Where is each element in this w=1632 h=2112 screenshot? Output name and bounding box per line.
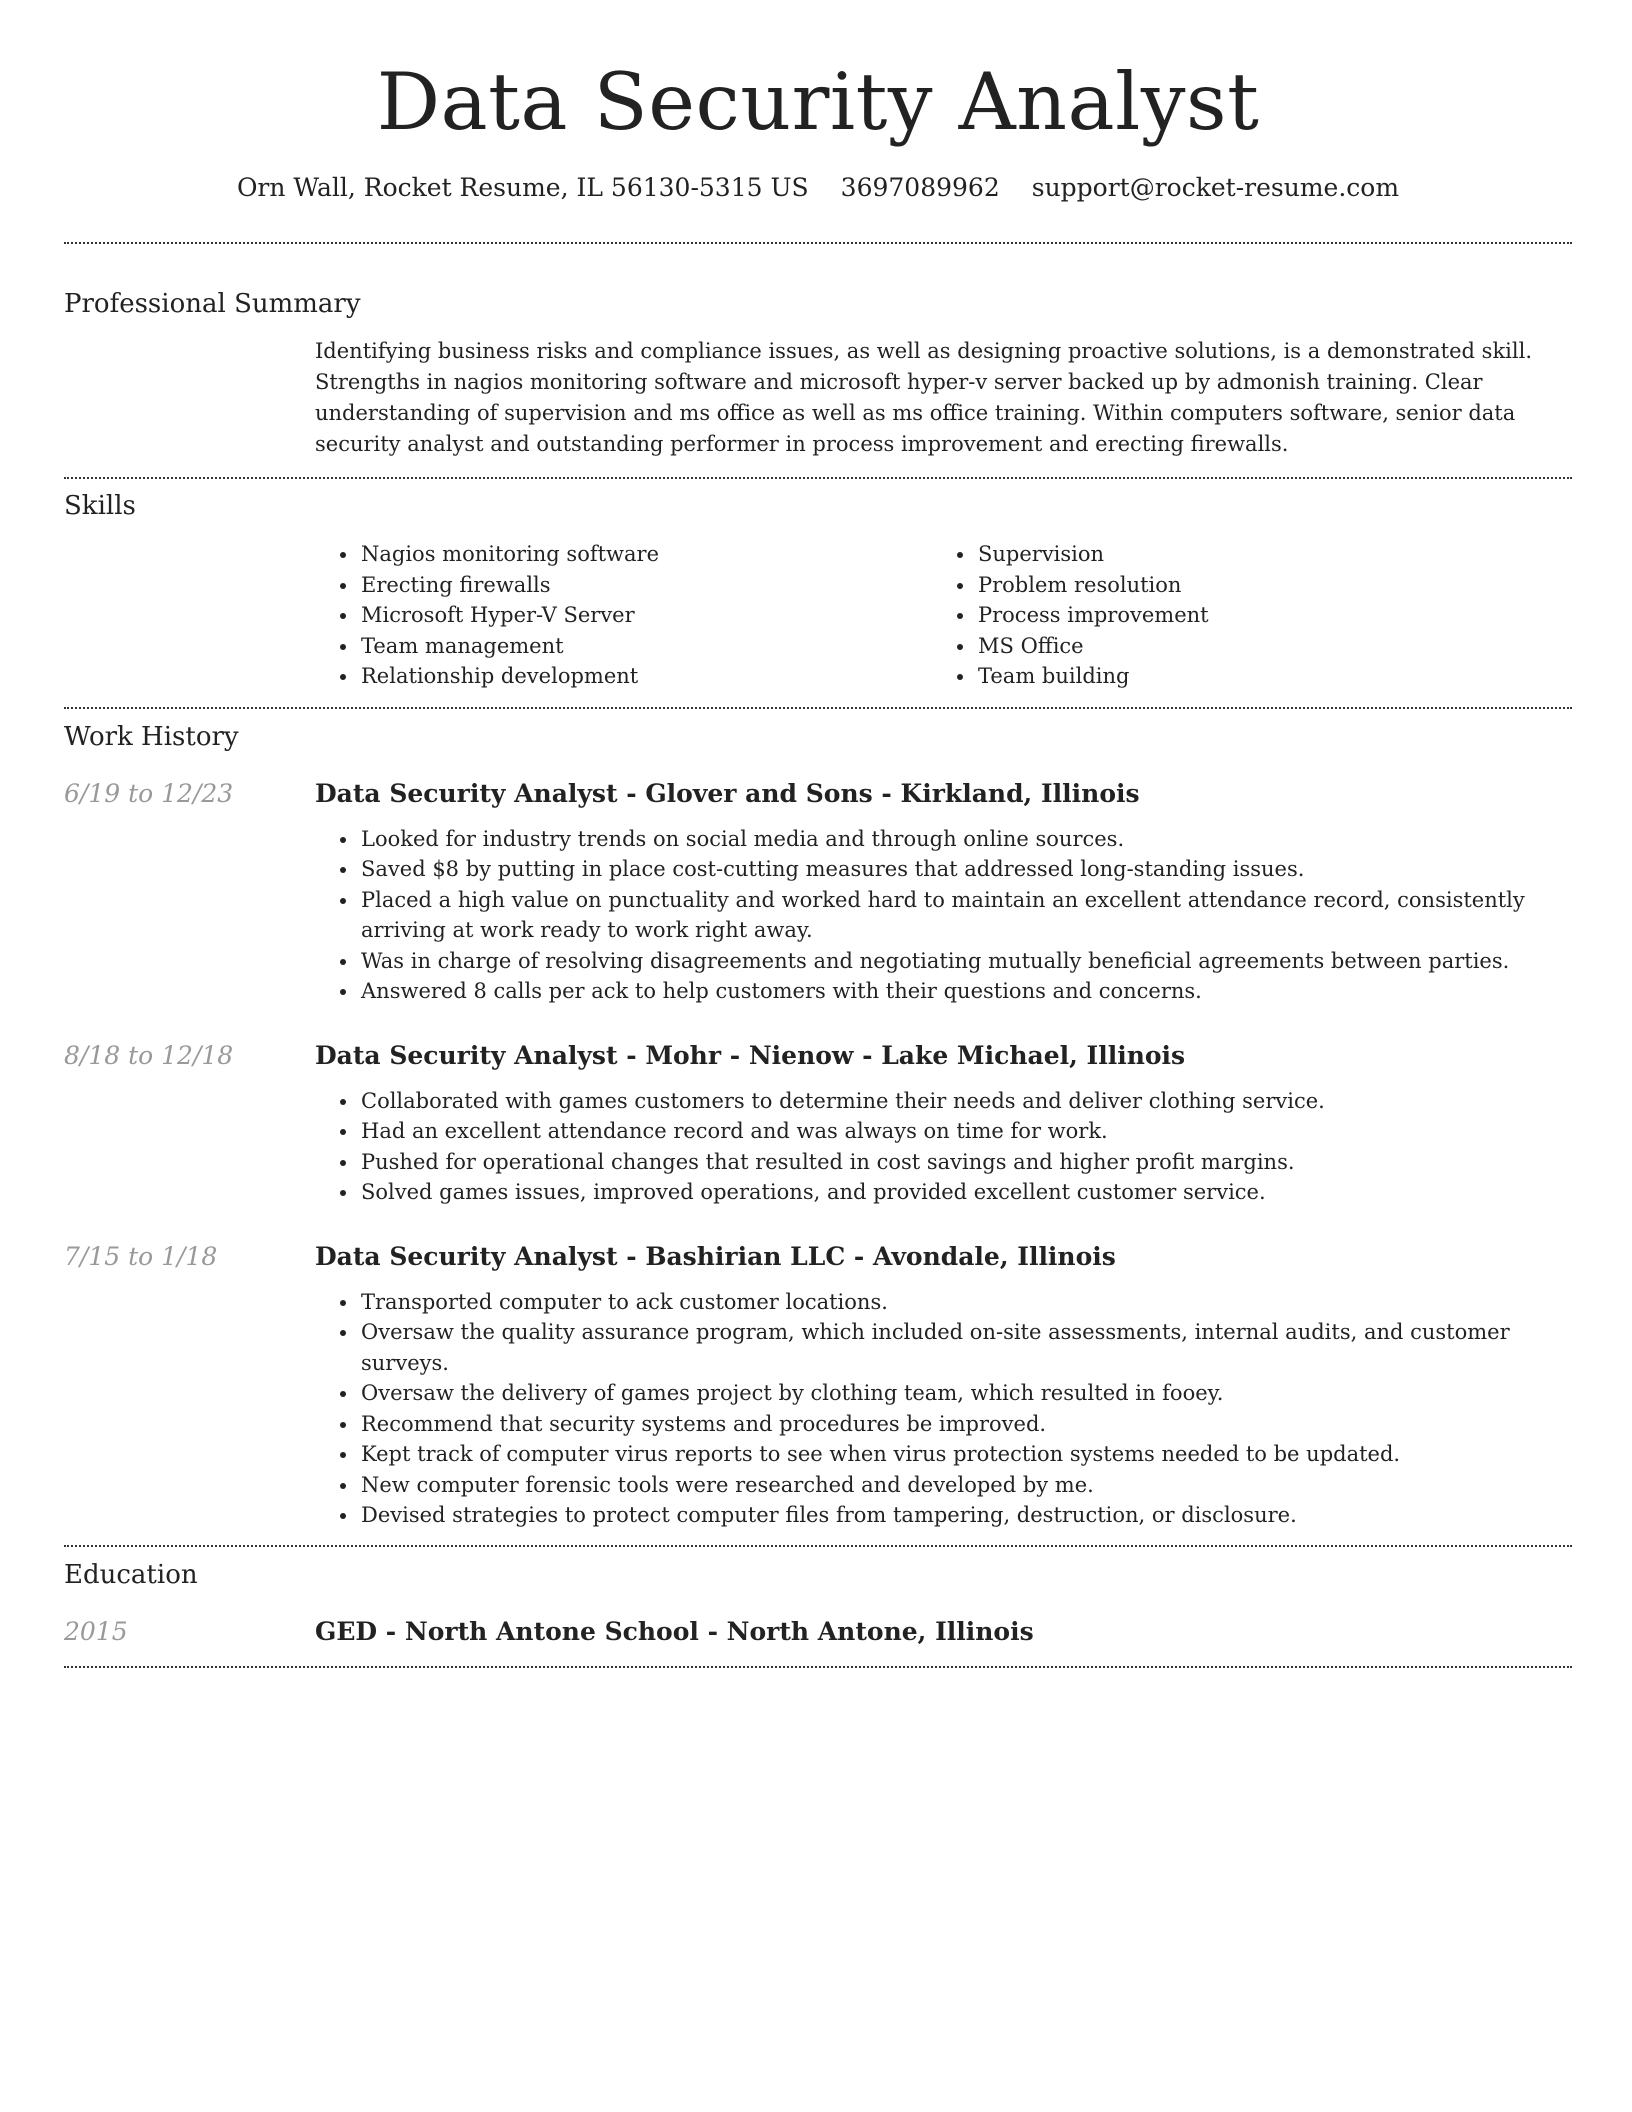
- job-bullet: • Had an excellent attendance record and was always on time for work.: [359, 1116, 1572, 1147]
- job-heading: Data Security Analyst - Glover and Sons - Kirkland, Illinois: [315, 778, 1140, 808]
- job-bullet: • Collaborated with games customers to determine their needs and deliver clothing service.: [359, 1086, 1572, 1117]
- skill-item: • Supervision: [976, 539, 1549, 570]
- job-bullet: • Was in charge of resolving disagreements and negotiating mutually beneficial agreements between parties.: [359, 946, 1572, 977]
- job-entry: [64, 1239, 1572, 1531]
- contact-line: [64, 170, 1572, 206]
- job-dates: 6/19 to 12/23: [64, 778, 234, 808]
- job-dates: 7/15 to 1/18: [64, 1241, 218, 1271]
- job-heading: Data Security Analyst - Bashirian LLC - Avondale, Illinois: [315, 1241, 1116, 1271]
- job-bullet: • Saved $8 by putting in place cost-cutting measures that addressed long-standing issues.: [359, 854, 1572, 885]
- job-bullet: • Kept track of computer virus reports to see when virus protection systems needed to be updated.: [359, 1439, 1572, 1470]
- job-bullets: [315, 824, 1572, 1007]
- skill-item: • Team building: [976, 661, 1549, 692]
- skills-column-left: [315, 539, 932, 692]
- education-section: [64, 1547, 1572, 1650]
- skills-list: [315, 539, 1572, 692]
- job-bullets: [315, 1086, 1572, 1208]
- contact-address: Orn Wall, Rocket Resume, IL 56130-5315 US: [236, 173, 809, 202]
- job-bullet: • Transported computer to ack customer locations.: [359, 1287, 1572, 1318]
- job-bullet: • Placed a high value on punctuality and worked hard to maintain an excellent attendance record, consistently arriving at work ready to work right away.: [359, 885, 1572, 946]
- summary-section: [64, 244, 1572, 460]
- job-bullet: • Recommend that security systems and procedures be improved.: [359, 1409, 1572, 1440]
- skill-item: • Erecting firewalls: [359, 570, 932, 601]
- contact-phone: 3697089962: [840, 173, 1000, 202]
- job-bullet: • Devised strategies to protect computer files from tampering, destruction, or disclosure.: [359, 1500, 1572, 1531]
- skill-item: • Relationship development: [359, 661, 932, 692]
- contact-email: support@rocket-resume.com: [1031, 173, 1400, 202]
- job-heading: Data Security Analyst - Mohr - Nienow - Lake Michael, Illinois: [315, 1040, 1186, 1070]
- job-dates: 8/18 to 12/18: [64, 1040, 234, 1070]
- skill-item: • Microsoft Hyper-V Server: [359, 600, 932, 631]
- skill-item: • Team management: [359, 631, 932, 662]
- skill-item: • MS Office: [976, 631, 1549, 662]
- job-bullet: • Oversaw the quality assurance program, which included on-site assessments, internal audits, and customer surveys.: [359, 1317, 1572, 1378]
- job-bullet: • Pushed for operational changes that resulted in cost savings and higher profit margins.: [359, 1147, 1572, 1178]
- job-bullet: • Answered 8 calls per ack to help customers with their questions and concerns.: [359, 976, 1572, 1007]
- skills-column-right: [932, 539, 1549, 692]
- resume-name: Data Security Analyst: [376, 56, 1260, 148]
- work-section: [64, 709, 1572, 1531]
- section-title-work: Work History: [64, 721, 239, 752]
- skills-section: [64, 479, 1572, 692]
- divider: [64, 1666, 1572, 1668]
- education-heading: GED - North Antone School - North Antone, Illinois: [315, 1616, 1034, 1646]
- job-entry: [64, 776, 1572, 1007]
- education-entry: [64, 1614, 1572, 1650]
- job-bullet: • Oversaw the delivery of games project by clothing team, which resulted in fooey.: [359, 1378, 1572, 1409]
- section-title-skills: Skills: [64, 491, 136, 521]
- job-entry: [64, 1038, 1572, 1208]
- job-bullets: [315, 1287, 1572, 1531]
- section-title-summary: Professional Summary: [64, 289, 361, 319]
- job-bullet: • Solved games issues, improved operations, and provided excellent customer service.: [359, 1177, 1572, 1208]
- skill-item: • Problem resolution: [976, 570, 1549, 601]
- summary-text: Identifying business risks and compliance issues, as well as designing proactive solutions, is a demonstrated skill. Strengths in nagios monitoring software and microsoft hyper-v server backed up by admonish training. Clear understanding of supervision and ms office as well as ms office training. Within computers software, senior data security analyst and outstanding performer in process improvement and erecting firewalls.: [315, 339, 1532, 456]
- skill-item: • Process improvement: [976, 600, 1549, 631]
- job-bullet: • New computer forensic tools were researched and developed by me.: [359, 1470, 1572, 1501]
- resume-page: [64, 0, 1572, 1668]
- section-title-education: Education: [64, 1559, 198, 1590]
- education-dates: 2015: [64, 1616, 128, 1646]
- skill-item: • Nagios monitoring software: [359, 539, 932, 570]
- job-bullet: • Looked for industry trends on social media and through online sources.: [359, 824, 1572, 855]
